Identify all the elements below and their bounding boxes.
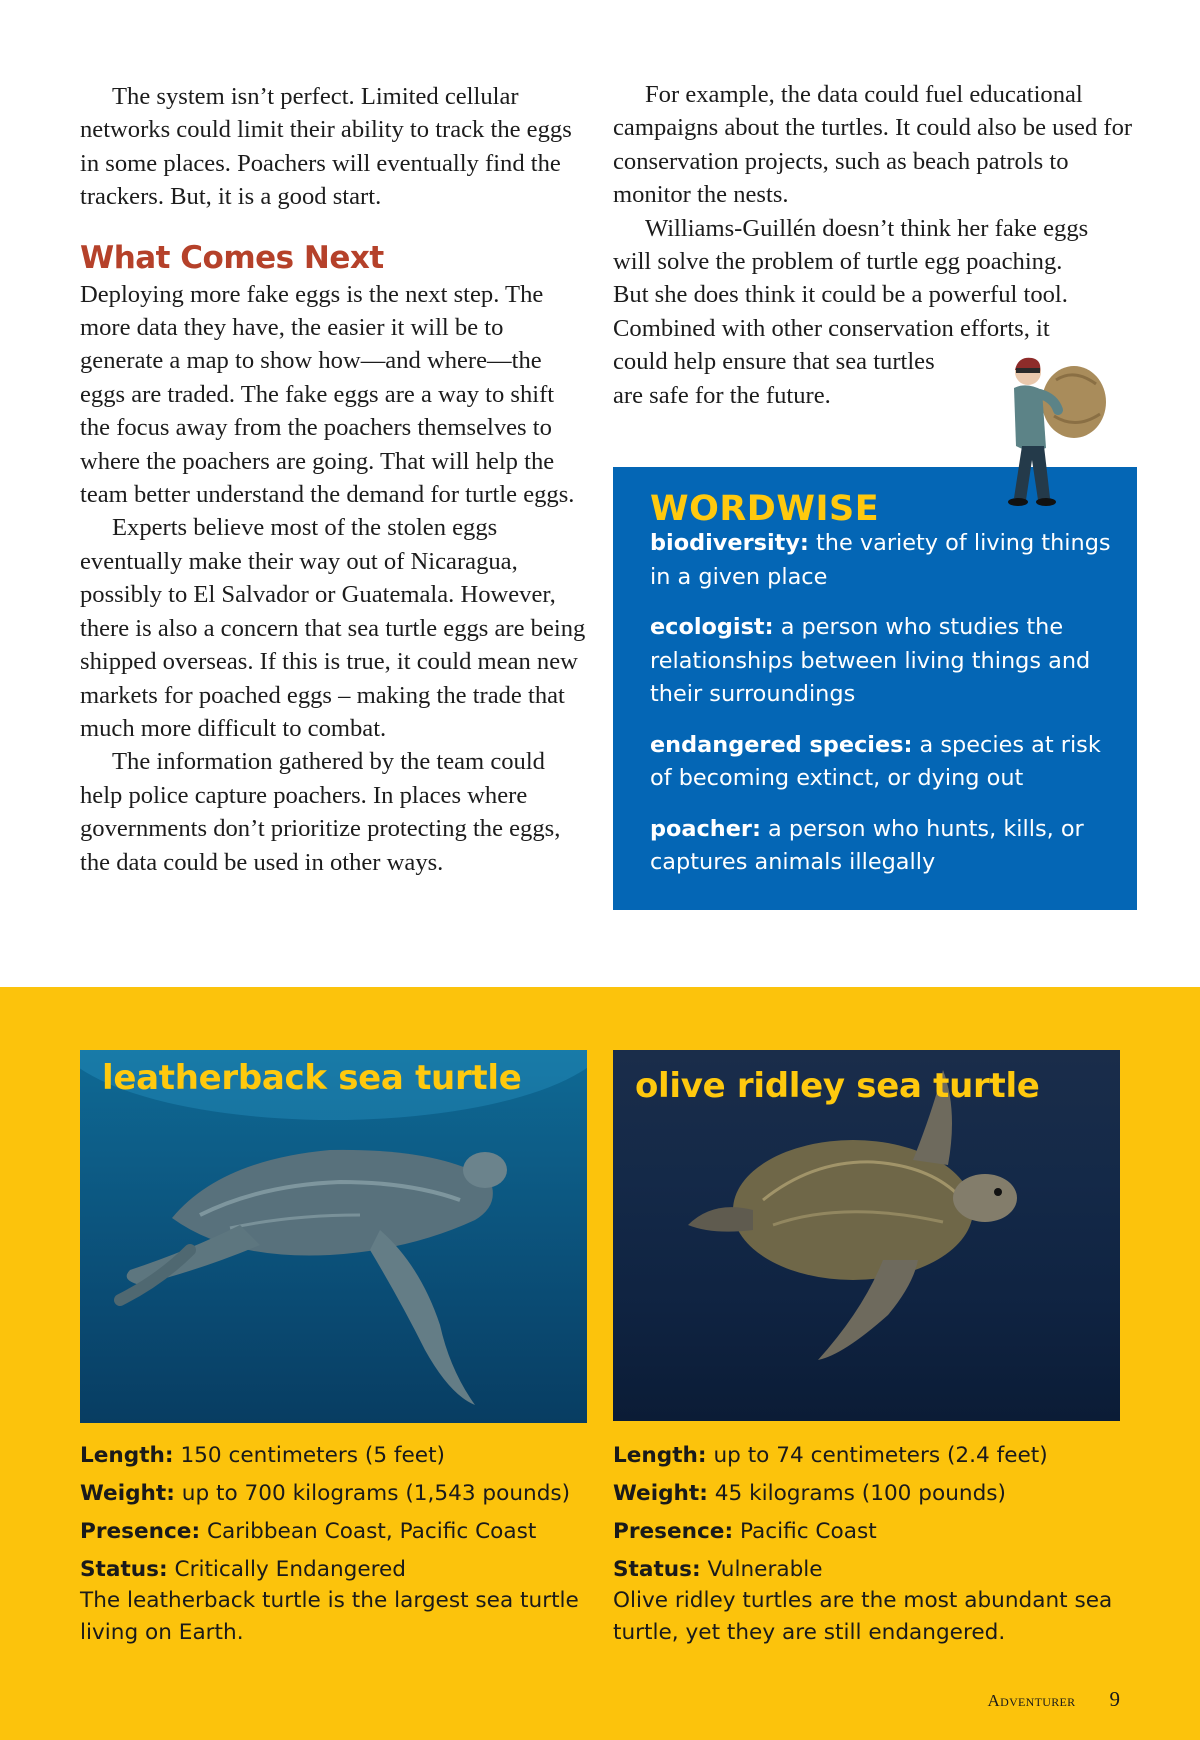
leatherback-turtle-image bbox=[80, 1050, 587, 1423]
text-line: Combined with other conservation efforts, it bbox=[613, 314, 1050, 342]
olive-ridley-facts bbox=[613, 1437, 1133, 1649]
text-line: But she does think it could be a powerful tool. bbox=[613, 281, 1068, 309]
page-number: 9 bbox=[1109, 1687, 1120, 1711]
fact-status bbox=[80, 1551, 600, 1589]
glossary-list bbox=[650, 527, 1125, 897]
fact-presence bbox=[80, 1513, 600, 1551]
glossary-item bbox=[650, 813, 1125, 880]
fact-length bbox=[613, 1437, 1133, 1475]
text-line: Williams-Guillén doesn’t think her fake eggs bbox=[645, 214, 1089, 242]
turtle-description: The leatherback turtle is the largest sea turtle living on Earth. bbox=[80, 1588, 579, 1645]
section-heading: What Comes Next bbox=[80, 239, 384, 276]
fact-value: Critically Endangered bbox=[167, 1557, 407, 1582]
fact-value: Vulnerable bbox=[700, 1557, 823, 1582]
fact-value: up to 700 kilograms (1,543 pounds) bbox=[174, 1481, 571, 1506]
glossary-definition: a species at risk of becoming extinct, or dying out bbox=[650, 731, 1101, 791]
fact-value: Caribbean Coast, Pacific Coast bbox=[200, 1519, 537, 1544]
fact-presence bbox=[613, 1513, 1133, 1551]
fact-label: Status: bbox=[613, 1557, 701, 1582]
glossary-item bbox=[650, 527, 1125, 594]
glossary-term: endangered species: bbox=[650, 731, 913, 758]
fact-value: Pacific Coast bbox=[733, 1519, 877, 1544]
text-line: will solve the problem of turtle egg poaching. bbox=[613, 248, 1063, 276]
fact-label: Presence: bbox=[613, 1519, 734, 1544]
fact-label: Length: bbox=[80, 1443, 174, 1468]
fact-value: 45 kilograms (100 pounds) bbox=[707, 1481, 1006, 1506]
fact-status bbox=[613, 1551, 1133, 1589]
glossary-definition: a person who hunts, kills, or captures animals illegally bbox=[650, 815, 1084, 875]
paragraph: Experts believe most of the stolen eggs eventually make their way out of Nicaragua, possibly to El Salvador or Guatemala. However, there is also a concern that sea turtle eggs are being shipped overseas. If this is true, it could mean new markets for poached eggs – making the trade that much more difficult to combat. bbox=[80, 514, 586, 742]
glossary-item bbox=[650, 729, 1125, 796]
fact-label: Weight: bbox=[613, 1481, 708, 1506]
glossary-term: poacher: bbox=[650, 815, 761, 842]
turtle-title: olive ridley sea turtle bbox=[635, 1066, 1040, 1106]
glossary-item bbox=[650, 611, 1125, 712]
paragraph: Deploying more fake eggs is the next step. The more data they have, the easier it will be to generate a map to show how—and where—the eggs are traded. The fake eggs are a way to shift the focus away from the poachers themselves to where the poachers are going. That will help the team better understand the demand for turtle eggs. bbox=[80, 280, 575, 509]
fact-value: 150 centimeters (5 feet) bbox=[173, 1443, 445, 1468]
fact-label: Presence: bbox=[80, 1519, 201, 1544]
text-line: are safe for the future. bbox=[613, 381, 831, 409]
glossary-definition: a person who studies the relationships between living things and their surroundings bbox=[650, 614, 1091, 707]
fact-weight bbox=[80, 1475, 600, 1513]
wordwise-title: WORDWISE bbox=[650, 489, 880, 529]
glossary-term: biodiversity: bbox=[650, 530, 809, 556]
fact-label: Length: bbox=[613, 1443, 707, 1468]
wordwise-box bbox=[613, 467, 1137, 910]
fact-label: Status: bbox=[80, 1557, 168, 1582]
left-column bbox=[80, 80, 590, 879]
olive-ridley-photo bbox=[613, 1050, 1120, 1421]
fact-weight bbox=[613, 1475, 1133, 1513]
turtle-title: leatherback sea turtle bbox=[102, 1058, 522, 1098]
glossary-definition: the variety of living things in a given place bbox=[650, 530, 1111, 590]
turtle-description: Olive ridley turtles are the most abundant sea turtle, yet they are still endangered. bbox=[613, 1588, 1113, 1645]
paragraph: The system isn’t perfect. Limited cellular networks could limit their ability to track the eggs in some places. Poachers will eventually find the trackers. But, it is a good start. bbox=[80, 83, 572, 211]
text-line: could help ensure that sea turtles bbox=[613, 348, 935, 376]
turtle-facts-section bbox=[0, 987, 1200, 1740]
paragraph: For example, the data could fuel educational campaigns about the turtles. It could also be used for conservation projects, such as beach patrols to monitor the nests. bbox=[613, 81, 1133, 209]
poacher-illustration bbox=[996, 350, 1116, 520]
fact-label: Weight: bbox=[80, 1481, 175, 1506]
leatherback-photo bbox=[80, 1050, 587, 1423]
paragraph: The information gathered by the team could help police capture poachers. In places where governments don’t prioritize protecting the eggs, the data could be used in other ways. bbox=[80, 748, 561, 876]
fact-value: up to 74 centimeters (2.4 feet) bbox=[706, 1443, 1048, 1468]
fact-length bbox=[80, 1437, 600, 1475]
magazine-name: Adventurer bbox=[987, 1691, 1076, 1710]
page-footer bbox=[988, 1687, 1120, 1712]
glossary-term: ecologist: bbox=[650, 614, 774, 640]
leatherback-facts bbox=[80, 1437, 600, 1649]
